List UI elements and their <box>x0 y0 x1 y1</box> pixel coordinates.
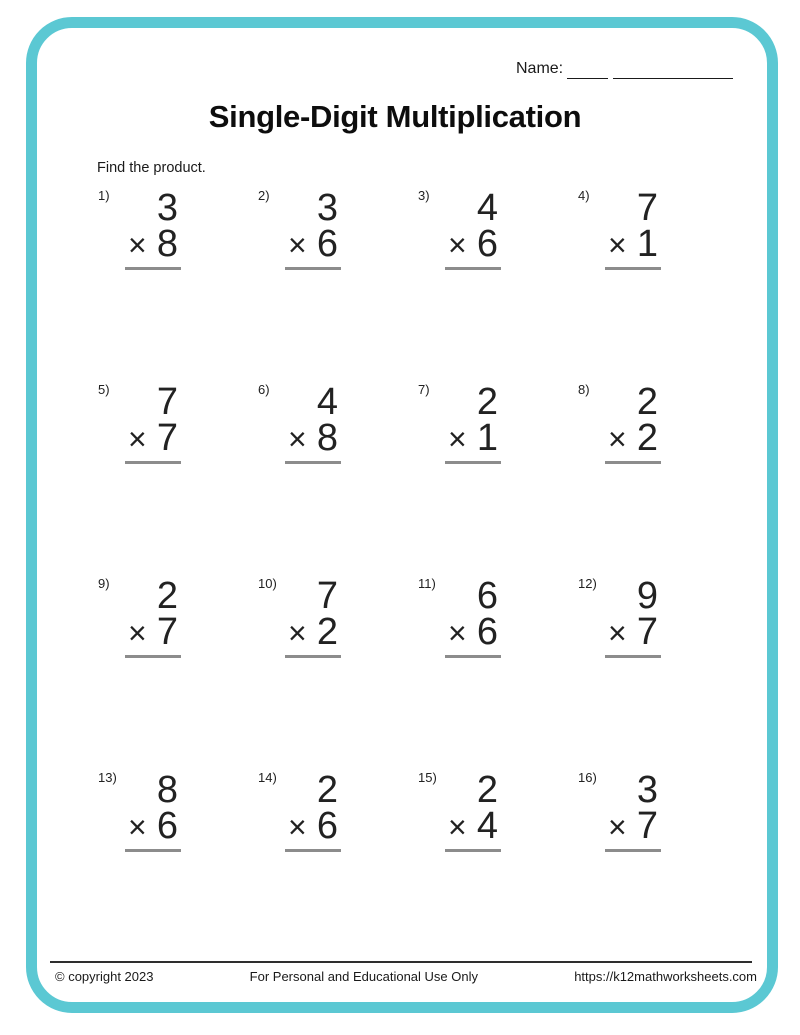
multiplicand: 4 <box>316 381 338 423</box>
multiply-icon: × <box>128 809 147 845</box>
problem-work-area <box>605 381 661 464</box>
multiplier-row <box>605 612 661 653</box>
multiplier-row <box>605 224 661 265</box>
multiplicand: 4 <box>476 187 498 229</box>
multiply-icon: × <box>288 227 307 263</box>
multiplier-row <box>445 612 501 653</box>
problem-number: 12) <box>578 576 597 591</box>
multiplier-row <box>125 806 181 847</box>
problem-work-area <box>285 381 341 464</box>
answer-line <box>125 267 181 270</box>
answer-line <box>285 849 341 852</box>
instruction-text: Find the product. <box>97 160 206 176</box>
name-field <box>516 59 733 79</box>
multiplier-row <box>125 612 181 653</box>
problem-cell <box>258 380 418 574</box>
answer-line <box>445 461 501 464</box>
problem-work-area <box>445 575 501 658</box>
page-title: Single-Digit Multiplication <box>208 99 582 134</box>
multiplier: 2 <box>316 611 338 653</box>
multiply-icon: × <box>128 421 147 457</box>
problem-work-area <box>125 381 181 464</box>
answer-line <box>285 267 341 270</box>
problem-cell <box>258 768 418 962</box>
problem-cell <box>418 574 578 768</box>
problem-number: 14) <box>258 770 277 785</box>
multiplier: 8 <box>316 417 338 459</box>
answer-line <box>125 461 181 464</box>
problem-cell <box>578 186 738 380</box>
multiplicand: 3 <box>636 769 658 811</box>
multiplier: 7 <box>636 805 658 847</box>
problem-cell <box>578 768 738 962</box>
multiplier-row <box>605 418 661 459</box>
multiplier-row <box>285 418 341 459</box>
footer-url: https://k12mathworksheets.com <box>574 969 757 984</box>
problem-cell <box>258 186 418 380</box>
name-line-segment-2 <box>613 59 733 79</box>
multiplier-row <box>445 224 501 265</box>
multiplicand: 7 <box>636 187 658 229</box>
multiplier-row <box>285 806 341 847</box>
footer-divider <box>50 961 752 963</box>
answer-line <box>605 849 661 852</box>
problem-number: 16) <box>578 770 597 785</box>
problem-number: 2) <box>258 188 270 203</box>
multiplier: 1 <box>636 223 658 265</box>
multiplicand: 2 <box>476 381 498 423</box>
multiplicand: 3 <box>156 187 178 229</box>
answer-line <box>125 849 181 852</box>
multiply-icon: × <box>448 421 467 457</box>
problem-cell <box>98 574 258 768</box>
problem-cell <box>418 768 578 962</box>
problem-work-area <box>125 769 181 852</box>
problem-number: 9) <box>98 576 110 591</box>
multiplier: 7 <box>156 611 178 653</box>
multiplier-row <box>125 418 181 459</box>
multiply-icon: × <box>608 421 627 457</box>
problem-cell <box>418 380 578 574</box>
multiplicand: 3 <box>316 187 338 229</box>
multiplier: 6 <box>476 223 498 265</box>
problem-work-area <box>605 769 661 852</box>
multiplier: 6 <box>316 805 338 847</box>
answer-line <box>285 461 341 464</box>
name-line-segment-1 <box>567 59 608 79</box>
multiplicand: 6 <box>476 575 498 617</box>
problem-number: 6) <box>258 382 270 397</box>
answer-line <box>125 655 181 658</box>
problem-work-area <box>445 769 501 852</box>
problem-work-area <box>445 381 501 464</box>
problem-cell <box>578 574 738 768</box>
problem-number: 10) <box>258 576 277 591</box>
multiplier-row <box>285 612 341 653</box>
multiply-icon: × <box>608 227 627 263</box>
answer-line <box>605 267 661 270</box>
multiply-icon: × <box>448 809 467 845</box>
multiplier-row <box>285 224 341 265</box>
multiplicand: 8 <box>156 769 178 811</box>
multiply-icon: × <box>288 421 307 457</box>
multiplier: 1 <box>476 417 498 459</box>
multiplicand: 2 <box>636 381 658 423</box>
multiply-icon: × <box>608 615 627 651</box>
problem-work-area <box>605 575 661 658</box>
multiplier: 8 <box>156 223 178 265</box>
multiplier: 4 <box>476 805 498 847</box>
problem-work-area <box>285 769 341 852</box>
problem-work-area <box>285 575 341 658</box>
multiplier: 7 <box>636 611 658 653</box>
answer-line <box>285 655 341 658</box>
multiplier-row <box>125 224 181 265</box>
footer-usage: For Personal and Educational Use Only <box>249 969 479 984</box>
multiplier: 2 <box>636 417 658 459</box>
problem-number: 13) <box>98 770 117 785</box>
multiplicand: 2 <box>476 769 498 811</box>
multiplier: 6 <box>316 223 338 265</box>
multiplicand: 2 <box>156 575 178 617</box>
multiplier: 6 <box>476 611 498 653</box>
multiplicand: 7 <box>156 381 178 423</box>
multiply-icon: × <box>128 615 147 651</box>
name-label: Name: <box>516 60 564 77</box>
answer-line <box>445 655 501 658</box>
problem-number: 8) <box>578 382 590 397</box>
problem-cell <box>418 186 578 380</box>
problem-work-area <box>285 187 341 270</box>
footer-copyright: © copyright 2023 <box>55 969 154 984</box>
multiplicand: 7 <box>316 575 338 617</box>
problem-cell <box>98 186 258 380</box>
multiply-icon: × <box>608 809 627 845</box>
problem-number: 3) <box>418 188 430 203</box>
answer-line <box>445 849 501 852</box>
problem-cell <box>98 768 258 962</box>
multiplier-row <box>605 806 661 847</box>
multiplier: 7 <box>156 417 178 459</box>
problem-number: 5) <box>98 382 110 397</box>
multiply-icon: × <box>448 227 467 263</box>
multiply-icon: × <box>288 615 307 651</box>
multiplicand: 2 <box>316 769 338 811</box>
multiplier: 6 <box>156 805 178 847</box>
problem-work-area <box>125 575 181 658</box>
multiplicand: 9 <box>636 575 658 617</box>
footer <box>55 969 757 984</box>
problem-number: 4) <box>578 188 590 203</box>
problem-cell <box>258 574 418 768</box>
problem-number: 11) <box>418 576 436 591</box>
multiplier-row <box>445 806 501 847</box>
problem-work-area <box>125 187 181 270</box>
multiply-icon: × <box>288 809 307 845</box>
answer-line <box>445 267 501 270</box>
problem-number: 1) <box>98 188 110 203</box>
answer-line <box>605 655 661 658</box>
problem-number: 7) <box>418 382 430 397</box>
problem-work-area <box>605 187 661 270</box>
problem-number: 15) <box>418 770 437 785</box>
multiply-icon: × <box>448 615 467 651</box>
problems-grid <box>98 186 738 962</box>
answer-line <box>605 461 661 464</box>
problem-cell <box>98 380 258 574</box>
multiplier-row <box>445 418 501 459</box>
problem-cell <box>578 380 738 574</box>
multiply-icon: × <box>128 227 147 263</box>
problem-work-area <box>445 187 501 270</box>
